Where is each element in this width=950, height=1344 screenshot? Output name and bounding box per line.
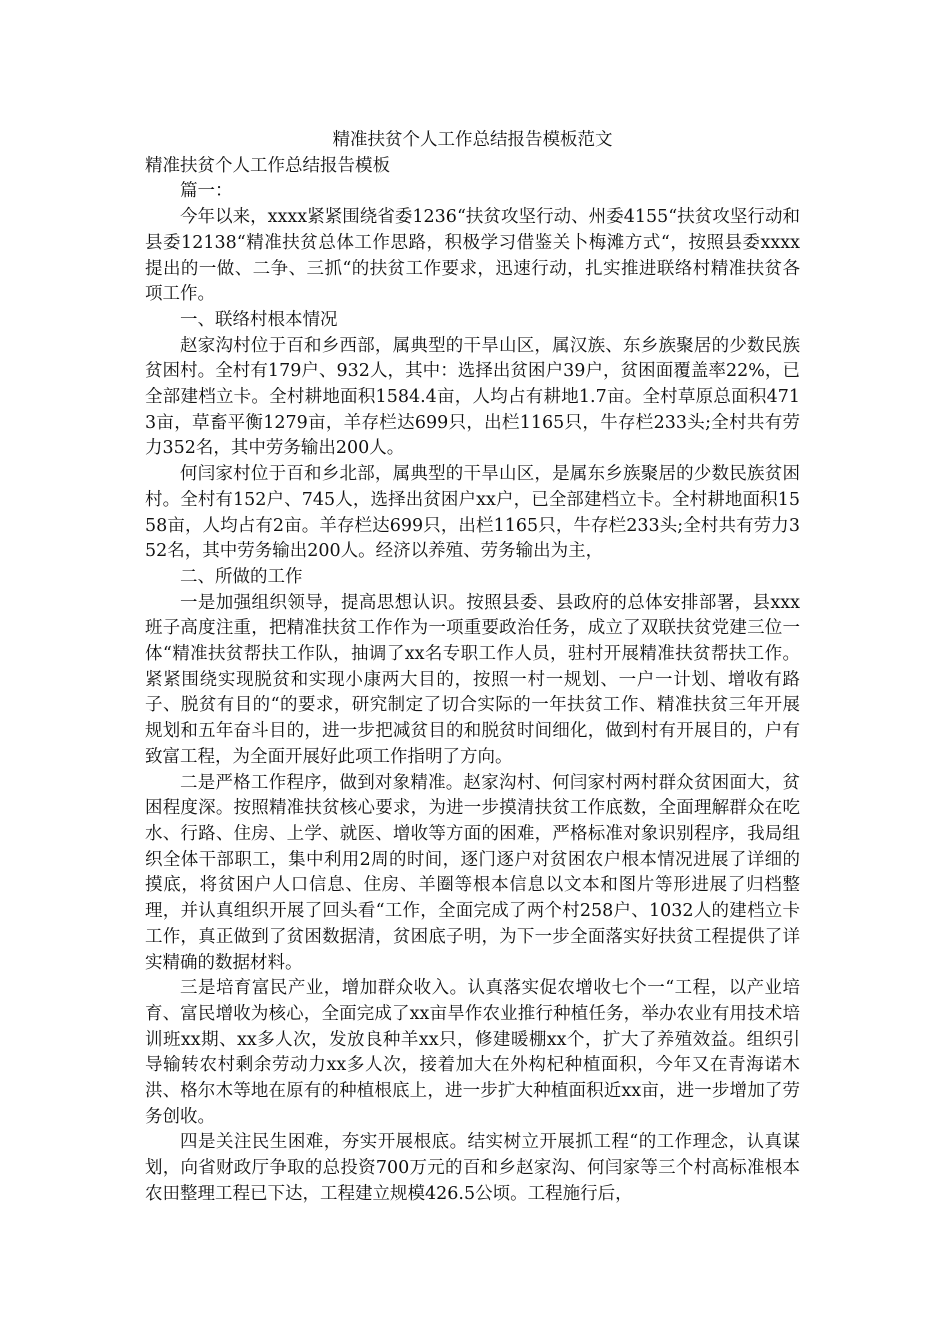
paragraph-part-label: 篇一： xyxy=(180,181,233,202)
document-title: 精准扶贫个人工作总结报告模板范文 xyxy=(332,130,613,150)
paragraph-point-one: 一是加强组织领导，提高思想认识。按照县委、县政府的总体安排部署，县xxx班子高度注重，把精准扶贫工作作为一项重要政治任务，成立了双联扶贫党建三位一体“精准扶贫帮扶工作队，抽调了xx名专职工作人员，驻村开展精准扶贫帮扶工作。紧紧围绕实现脱贫和实现小康两大目的，按照一村一规划、一户一计划、增收有路子、脱贫有目的“的要求，研究制定了切合实际的一年扶贫工作、精准扶贫三年开展规划和五年奋斗目的，进一步把减贫目的和脱贫时间细化，做到村有开展目的，户有致富工程，为全面开展好此项工作指明了方向。 xyxy=(145,592,800,767)
paragraph-point-four: 四是关注民生困难，夯实开展根底。结实树立开展抓工程“的工作理念，认真谋划，向省财政厅争取的总投资700万元的百和乡赵家沟、何闫家等三个村高标准根本农田整理工程已下达，工程建立规模426.5公顷。工程施行后， xyxy=(145,1132,800,1204)
section-heading-work-done: 二、所做的工作 xyxy=(180,566,303,587)
document-page xyxy=(145,128,800,1208)
paragraph-point-two: 二是严格工作程序，做到对象精准。赵家沟村、何闫家村两村群众贫困面大，贫困程度深。按照精准扶贫核心要求，为进一步摸清扶贫工作底数，全面理解群众在吃水、行路、住房、上学、就医、增收等方面的困难，严格标准对象识别程序，我局组织全体干部职工，集中利用2周的时间，逐门逐户对贫困农户根本情况进展了详细的摸底，将贫困户人口信息、住房、羊圈等根本信息以文本和图片等形进展了归档整理，并认真组织开展了回头看“工作，全面完成了两个村258户、1032人的建档立卡工作，真正做到了贫困数据清，贫困底子明，为下一步全面落实好扶贫工程提供了详实精确的数据材料。 xyxy=(145,772,800,973)
paragraph-heyanjia: 何闫家村位于百和乡北部，属典型的干旱山区，是属东乡族聚居的少数民族贫困村。全村有152户、745人，选择出贫困户xx户，已全部建档立卡。全村耕地面积1558亩，人均占有2亩。羊存栏达699只，出栏1165只，牛存栏233头;全村共有劳力352名，其中劳务输出200人。经济以养殖、劳务输出为主， xyxy=(145,464,800,562)
paragraph-point-three: 三是培育富民产业，增加群众收入。认真落实促农增收七个一“工程，以产业培育、富民增收为核心，全面完成了xx亩旱作农业推行种植任务，举办农业有用技术培训班xx期、xx多人次，发放良种羊xx只，修建暖棚xx个，扩大了养殖效益。组织引导输转农村剩余劳动力xx多人次，接着加大在外构杞种植面积，今年又在青海诺木洪、格尔木等地在原有的种植根底上，进一步扩大种植面积近xx亩，进一步增加了劳务创收。 xyxy=(145,978,800,1127)
document-subtitle: 精准扶贫个人工作总结报告模板 xyxy=(145,155,390,176)
paragraph-intro: 今年以来，xxxx紧紧围绕省委1236“扶贫攻坚行动、州委4155“扶贫攻坚行动和县委12138“精准扶贫总体工作思路，积极学习借鉴关卜梅滩方式“，按照县委xxxx提出的一做、二争、三抓“的扶贫工作要求，迅速行动，扎实推进联络村精准扶贫各项工作。 xyxy=(145,207,800,305)
paragraph-zhaojiagou: 赵家沟村位于百和乡西部，属典型的干旱山区，属汉族、东乡族聚居的少数民族贫困村。全村有179户、932人，其中：选择出贫困户39户，贫困面覆盖率22%，已全部建档立卡。全村耕地面积1584.4亩，人均占有耕地1.7亩。全村草原总面积4713亩，草畜平衡1279亩，羊存栏达699只，出栏1165只，牛存栏233头;全村共有劳力352名，其中劳务输出200人。 xyxy=(145,335,800,459)
section-heading-village-basics: 一、联络村根本情况 xyxy=(180,309,338,330)
